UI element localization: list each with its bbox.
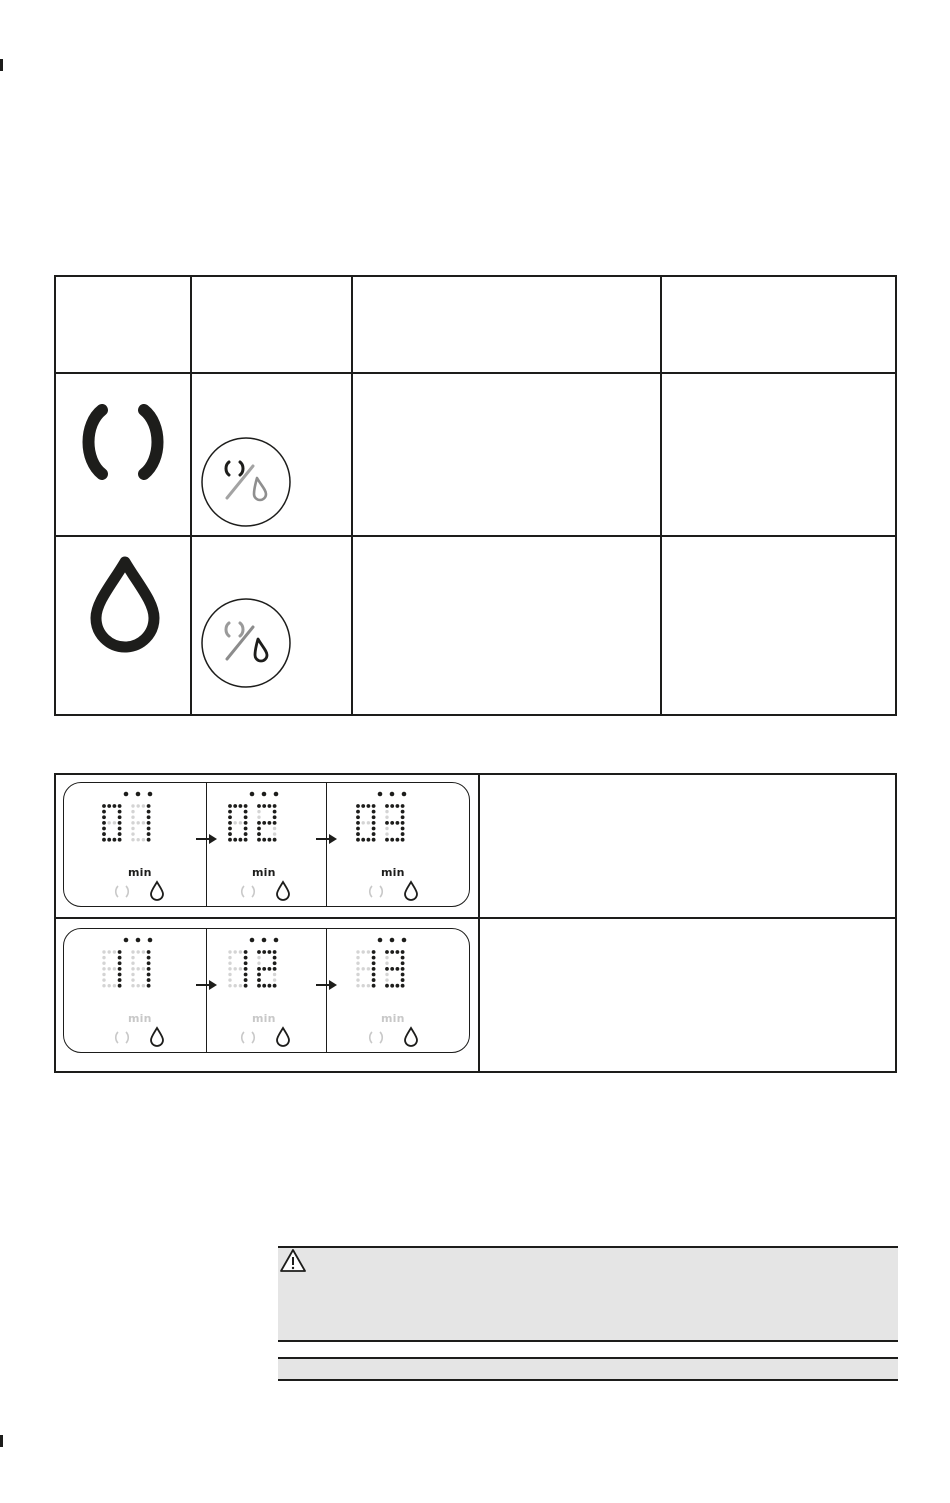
digit-dot-lit <box>147 967 151 971</box>
digit-dot-unlit <box>102 978 105 981</box>
digit-dot-unlit <box>367 967 370 970</box>
digit-dot-unlit <box>142 804 145 807</box>
digit-dot-lit <box>244 961 248 965</box>
digit-dot-lit <box>147 832 151 836</box>
digit-dot-unlit <box>131 978 134 981</box>
digit-dot-lit <box>257 973 261 977</box>
digit-dot-unlit <box>367 950 370 953</box>
digit-dot-lit <box>372 978 376 982</box>
digit-dot-lit <box>102 832 106 836</box>
digit-dot-lit <box>401 950 405 954</box>
digit-dot-lit <box>147 815 151 819</box>
digit-dot-lit <box>390 804 394 808</box>
digit-dot-lit <box>396 821 400 825</box>
warning-box <box>278 1248 898 1340</box>
digit-dot-lit <box>257 827 261 831</box>
digit-dot-lit <box>273 821 277 825</box>
colon-dot <box>402 938 407 943</box>
digit-dot-lit <box>372 821 376 825</box>
digit-dot-unlit <box>385 832 388 835</box>
digit-dot-unlit <box>362 984 365 987</box>
digit-dot-lit <box>244 810 248 814</box>
colon-dot <box>390 938 395 943</box>
digit-dot-unlit <box>385 816 388 819</box>
colon-dot <box>402 792 407 797</box>
digit-dot-lit <box>107 804 111 808</box>
digit-dot-lit <box>102 804 106 808</box>
digit-dot-unlit <box>385 962 388 965</box>
digit-dot-lit <box>102 815 106 819</box>
digit-dot-unlit <box>356 950 359 953</box>
digit-dot-lit <box>401 978 405 982</box>
digit-dot-lit <box>113 838 117 842</box>
digit-dot-unlit <box>228 978 231 981</box>
digit-dot-lit <box>390 821 394 825</box>
digit-dot-lit <box>385 950 389 954</box>
digit-dot-unlit <box>257 956 260 959</box>
digit-dot-lit <box>396 967 400 971</box>
digit-dot-lit <box>257 984 261 988</box>
digit-dot-unlit <box>131 821 134 824</box>
digit-dot-lit <box>268 804 272 808</box>
digit-dot-lit <box>147 961 151 965</box>
digit-dot-unlit <box>102 967 105 970</box>
digit-dot-lit <box>257 950 261 954</box>
digit-dot-unlit <box>102 956 105 959</box>
digit-dot-lit <box>273 950 277 954</box>
digit-dot-unlit <box>362 950 365 953</box>
digit-dot-lit <box>147 978 151 982</box>
colon-dot <box>262 792 267 797</box>
digit-dot-lit <box>118 804 122 808</box>
digit-dot-lit <box>262 821 266 825</box>
digit-dot-lit <box>367 838 371 842</box>
digit-dot-lit <box>372 984 376 988</box>
digit-dot-unlit <box>142 967 145 970</box>
digit-dot-lit <box>228 804 232 808</box>
digit-dot-lit <box>401 815 405 819</box>
digit-dot-lit <box>361 804 365 808</box>
digit-dot-unlit <box>356 967 359 970</box>
digit-dot-lit <box>356 815 360 819</box>
mode-indicator-icons <box>116 882 163 900</box>
digit-dot-lit <box>401 832 405 836</box>
digit-dot-lit <box>372 810 376 814</box>
digit-dot-lit <box>396 950 400 954</box>
unit-label-min: min <box>128 866 152 879</box>
digit-dot-lit <box>356 832 360 836</box>
digit-dot-lit <box>372 950 376 954</box>
warning-bottom-rule <box>278 1340 898 1342</box>
digit-dot-lit <box>372 832 376 836</box>
digit-dot-unlit <box>142 838 145 841</box>
digit-dot-unlit <box>273 973 276 976</box>
digit-dot-unlit <box>137 967 140 970</box>
digit-dot-lit <box>233 804 237 808</box>
digit-dot-lit <box>385 821 389 825</box>
digit-dot-lit <box>228 838 232 842</box>
digit-dot-lit <box>262 984 266 988</box>
digit-dot-lit <box>372 961 376 965</box>
digit-dot-lit <box>102 838 106 842</box>
digit-dot-lit <box>107 838 111 842</box>
digit-dot-unlit <box>108 950 111 953</box>
digit-dot-unlit <box>356 956 359 959</box>
unit-label-min: min <box>381 1012 405 1025</box>
colon-dot <box>124 938 129 943</box>
digit-dot-unlit <box>239 821 242 824</box>
digit-dot-lit <box>356 804 360 808</box>
digit-dot-unlit <box>356 962 359 965</box>
digit-dot-lit <box>262 838 266 842</box>
digit-dot-lit <box>372 804 376 808</box>
digit-dot-unlit <box>131 962 134 965</box>
mode-indicator-icons <box>242 1028 289 1046</box>
colon-dot <box>136 938 141 943</box>
digit-dot-lit <box>147 821 151 825</box>
colon-dot <box>250 792 255 797</box>
digit-dot-lit <box>244 827 248 831</box>
digit-dot-unlit <box>257 962 260 965</box>
digit-dot-lit <box>228 827 232 831</box>
digit-dot-lit <box>372 967 376 971</box>
digit-dot-unlit <box>102 973 105 976</box>
digit-dot-unlit <box>142 950 145 953</box>
digit-dot-lit <box>268 984 272 988</box>
digit-dot-lit <box>356 838 360 842</box>
digit-dot-lit <box>147 838 151 842</box>
digit-dot-lit <box>147 810 151 814</box>
digit-dot-lit <box>228 815 232 819</box>
digit-dot-unlit <box>385 978 388 981</box>
digit-dot-lit <box>401 956 405 960</box>
digit-dot-lit <box>401 804 405 808</box>
digit-dot-unlit <box>385 973 388 976</box>
digit-dot-lit <box>385 984 389 988</box>
digit-dot-lit <box>356 810 360 814</box>
digit-dot-lit <box>390 984 394 988</box>
digit-dot-lit <box>244 804 248 808</box>
digit-dot-lit <box>273 984 277 988</box>
digit-dot-unlit <box>239 984 242 987</box>
digit-dot-lit <box>118 961 122 965</box>
digit-dot-lit <box>372 815 376 819</box>
digit-dot-lit <box>118 827 122 831</box>
colon-dot <box>274 938 279 943</box>
digit-dot-lit <box>257 967 261 971</box>
digit-dot-lit <box>390 838 394 842</box>
digit-dot-lit <box>257 804 261 808</box>
digit-dot-unlit <box>257 816 260 819</box>
digit-dot-lit <box>118 810 122 814</box>
digit-dot-lit <box>268 838 272 842</box>
digit-dot-lit <box>396 984 400 988</box>
colon-dot <box>274 792 279 797</box>
digit-dot-unlit <box>137 821 140 824</box>
digit-dot-lit <box>372 973 376 977</box>
digit-dot-lit <box>273 961 277 965</box>
digit-dot-lit <box>396 804 400 808</box>
digit-dot-lit <box>390 967 394 971</box>
digit-dot-lit <box>244 978 248 982</box>
digit-dot-lit <box>239 838 243 842</box>
digit-dot-lit <box>244 967 248 971</box>
mode-indicator-icons <box>370 1028 417 1046</box>
digit-dot-lit <box>372 956 376 960</box>
digit-dot-lit <box>239 804 243 808</box>
digit-dot-lit <box>390 950 394 954</box>
digit-dot-lit <box>401 984 405 988</box>
digit-dot-unlit <box>131 838 134 841</box>
digit-dot-unlit <box>131 973 134 976</box>
digit-dot-lit <box>102 827 106 831</box>
digit-dot-lit <box>147 950 151 954</box>
digit-dot-lit <box>147 973 151 977</box>
digit-dot-lit <box>118 978 122 982</box>
digit-dot-lit <box>361 838 365 842</box>
digit-dot-unlit <box>108 984 111 987</box>
colon-dot <box>148 938 153 943</box>
digit-dot-lit <box>385 804 389 808</box>
digit-dot-unlit <box>234 967 237 970</box>
digit-dot-unlit <box>362 967 365 970</box>
digit-dot-unlit <box>131 956 134 959</box>
digit-dot-unlit <box>356 973 359 976</box>
digit-dot-lit <box>401 961 405 965</box>
digit-dot-unlit <box>102 950 105 953</box>
colon-dot <box>378 792 383 797</box>
digit-dot-lit <box>244 838 248 842</box>
digit-dot-lit <box>262 967 266 971</box>
digit-dot-lit <box>244 832 248 836</box>
digit-dot-unlit <box>234 984 237 987</box>
digit-dot-unlit <box>385 956 388 959</box>
digit-dot-unlit <box>273 827 276 830</box>
colon-dot <box>262 938 267 943</box>
digit-dot-lit <box>396 838 400 842</box>
digit-dot-unlit <box>102 984 105 987</box>
unit-label-min: min <box>128 1012 152 1025</box>
digit-dot-unlit <box>113 821 116 824</box>
digit-dot-unlit <box>273 832 276 835</box>
digit-dot-unlit <box>137 950 140 953</box>
digit-dot-lit <box>244 973 248 977</box>
digit-dot-lit <box>147 827 151 831</box>
digit-dot-lit <box>118 950 122 954</box>
digit-dot-lit <box>118 984 122 988</box>
digit-dot-lit <box>118 815 122 819</box>
digit-dot-lit <box>233 838 237 842</box>
digit-dot-lit <box>257 978 261 982</box>
digit-dot-lit <box>356 821 360 825</box>
digit-dot-unlit <box>228 962 231 965</box>
unit-label-min: min <box>252 1012 276 1025</box>
digit-dot-lit <box>401 973 405 977</box>
digit-dot-unlit <box>137 804 140 807</box>
digit-dot-unlit <box>131 832 134 835</box>
digit-dot-lit <box>118 821 122 825</box>
digit-dot-unlit <box>142 984 145 987</box>
digit-dot-lit <box>102 821 106 825</box>
digit-dot-lit <box>268 950 272 954</box>
digit-dot-lit <box>244 956 248 960</box>
colon-dot <box>378 938 383 943</box>
digit-dot-lit <box>273 810 277 814</box>
digit-dot-lit <box>228 832 232 836</box>
digit-dot-lit <box>401 838 405 842</box>
digit-dot-unlit <box>131 810 134 813</box>
colon-dot <box>136 792 141 797</box>
mode-indicator-icons <box>370 882 417 900</box>
digit-dot-lit <box>147 956 151 960</box>
colon-dot <box>250 938 255 943</box>
digit-dot-unlit <box>239 950 242 953</box>
digit-dot-lit <box>257 838 261 842</box>
digit-dot-unlit <box>102 962 105 965</box>
digit-dot-unlit <box>131 984 134 987</box>
digit-dot-unlit <box>356 978 359 981</box>
digit-dot-lit <box>273 804 277 808</box>
digit-dot-unlit <box>131 967 134 970</box>
digit-dot-lit <box>257 832 261 836</box>
digit-dot-lit <box>372 827 376 831</box>
digit-dot-unlit <box>385 810 388 813</box>
digit-dot-unlit <box>367 984 370 987</box>
digit-dot-unlit <box>108 821 111 824</box>
digit-dot-unlit <box>131 950 134 953</box>
note-box <box>278 1359 898 1379</box>
digit-dot-lit <box>147 984 151 988</box>
digit-dot-lit <box>268 821 272 825</box>
digit-dot-lit <box>273 815 277 819</box>
digit-dot-lit <box>118 967 122 971</box>
colon-dot <box>124 792 129 797</box>
digit-dot-lit <box>273 956 277 960</box>
mode-indicator-icons <box>116 1028 163 1046</box>
digit-dot-unlit <box>257 810 260 813</box>
unit-label-min: min <box>381 866 405 879</box>
warning-triangle-icon <box>279 1248 307 1273</box>
digit-dot-lit <box>118 973 122 977</box>
digit-dot-lit <box>385 967 389 971</box>
digit-dot-unlit <box>137 838 140 841</box>
colon-dot <box>148 792 153 797</box>
digit-dot-lit <box>401 827 405 831</box>
digit-dot-lit <box>385 838 389 842</box>
colon-dot <box>390 792 395 797</box>
digit-dot-lit <box>244 950 248 954</box>
digit-dot-lit <box>262 950 266 954</box>
digit-dot-unlit <box>113 950 116 953</box>
digit-dot-unlit <box>228 956 231 959</box>
digit-dot-unlit <box>131 827 134 830</box>
digit-dot-unlit <box>113 984 116 987</box>
digit-dot-unlit <box>113 967 116 970</box>
digit-dot-unlit <box>234 950 237 953</box>
digit-dot-lit <box>273 838 277 842</box>
digit-dot-unlit <box>356 984 359 987</box>
digit-dot-unlit <box>239 967 242 970</box>
digit-dot-unlit <box>131 804 134 807</box>
digit-dot-unlit <box>234 821 237 824</box>
digit-dot-lit <box>401 967 405 971</box>
digit-dot-lit <box>113 804 117 808</box>
digit-dot-lit <box>118 956 122 960</box>
digit-dot-unlit <box>142 821 145 824</box>
digit-dot-unlit <box>131 816 134 819</box>
digit-dot-unlit <box>367 821 370 824</box>
digit-dot-lit <box>244 984 248 988</box>
digit-dot-lit <box>268 967 272 971</box>
note-bottom-rule <box>278 1379 898 1381</box>
digit-dot-lit <box>356 827 360 831</box>
digit-dot-unlit <box>108 967 111 970</box>
digit-dot-unlit <box>137 984 140 987</box>
digit-dot-lit <box>372 838 376 842</box>
digit-dot-lit <box>262 804 266 808</box>
digit-dot-lit <box>228 821 232 825</box>
digit-dot-unlit <box>228 950 231 953</box>
digit-dot-unlit <box>362 821 365 824</box>
digit-dot-unlit <box>228 973 231 976</box>
digit-dot-unlit <box>385 827 388 830</box>
digit-dot-lit <box>118 832 122 836</box>
digit-dot-lit <box>401 810 405 814</box>
digit-dot-lit <box>367 804 371 808</box>
digit-dot-unlit <box>228 967 231 970</box>
digit-dot-lit <box>228 810 232 814</box>
digit-dot-lit <box>257 821 261 825</box>
digit-dot-unlit <box>273 978 276 981</box>
unit-label-min: min <box>252 866 276 879</box>
digit-dot-lit <box>401 821 405 825</box>
digit-dot-lit <box>118 838 122 842</box>
digit-dot-unlit <box>228 984 231 987</box>
digit-dot-lit <box>273 967 277 971</box>
digit-dot-lit <box>147 804 151 808</box>
digit-dot-lit <box>102 810 106 814</box>
mode-indicator-icons <box>242 882 289 900</box>
digit-dot-lit <box>244 821 248 825</box>
digit-dot-lit <box>244 815 248 819</box>
